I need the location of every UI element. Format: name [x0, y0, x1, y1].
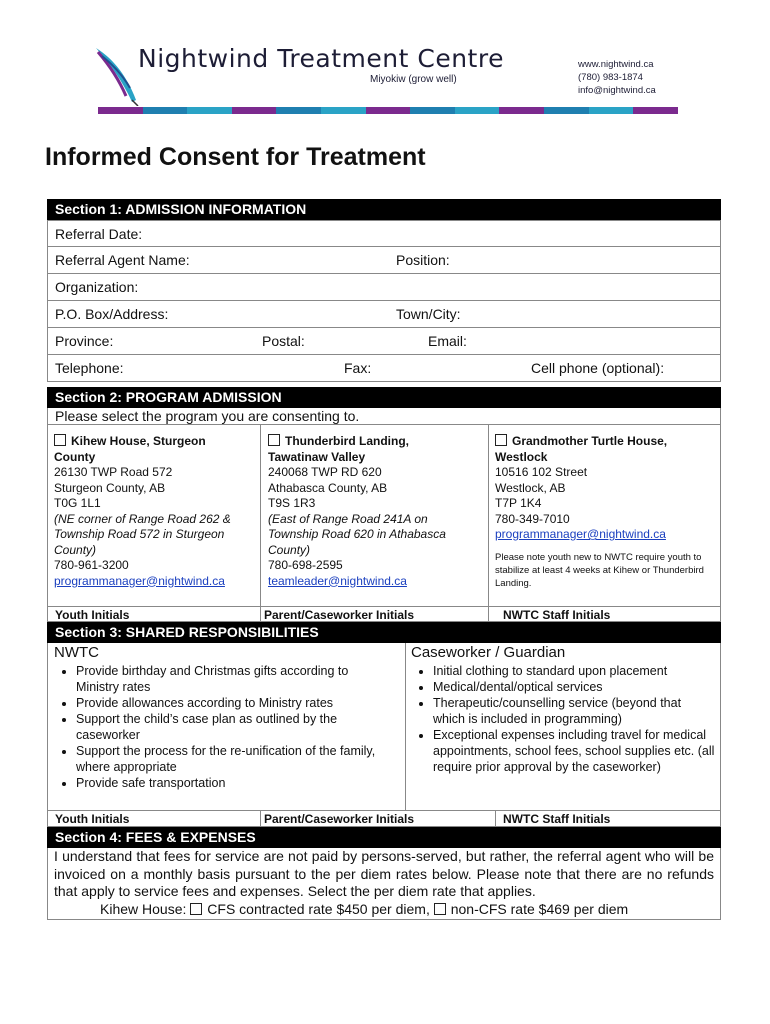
stripe-segment — [276, 107, 321, 114]
referral-date-label: Referral Date: — [55, 226, 143, 242]
thunderbird-note-3: County) — [268, 542, 311, 557]
thunderbird-address: 240068 TWP RD 620 — [268, 465, 382, 479]
instruction-text: Please select the program you are consenting to. — [55, 408, 360, 424]
thunderbird-phone: 780-698-2595 — [268, 558, 343, 572]
section2-heading: Section 2: PROGRAM ADMISSION — [47, 387, 721, 408]
email-label: Email: — [428, 333, 467, 349]
kihew-note-2: Township Road 572 in Sturgeon — [54, 527, 225, 541]
caseworker-list — [411, 663, 716, 775]
divider — [488, 425, 489, 622]
organization-label: Organization: — [55, 279, 139, 295]
kihew-name-2: County — [54, 449, 96, 464]
thunderbird-postal: T9S 1R3 — [268, 496, 316, 510]
stripe-segment — [589, 107, 634, 114]
fees-text: I understand that fees for service are not paid by persons-served, but rather, the referral agent who will be invoiced on a monthly basis pursuant to the per diem rates below. Please note that there are no refunds that apply to service fees and expenses. Select the per diem rate that applies. — [54, 848, 714, 899]
stripe-segment — [455, 107, 500, 114]
program-thunderbird — [268, 434, 484, 589]
divider — [260, 425, 261, 622]
initials-row[interactable] — [47, 606, 721, 622]
thunderbird-email-link[interactable]: teamleader@nightwind.ca — [268, 573, 407, 588]
stripe-segment — [232, 107, 277, 114]
turtle-name: Grandmother Turtle House, — [512, 434, 668, 448]
cfs-rate: CFS contracted rate $450 per diem, — [207, 900, 430, 917]
kihew-address: 26130 TWP Road 572 — [54, 465, 173, 479]
turtle-address-2: Westlock, AB — [495, 480, 566, 495]
turtle-note: Please note youth new to NWTC require youth to stabilize at least 4 weeks at Kihew or Thunderbird Landing. — [495, 551, 704, 589]
thunderbird-checkbox[interactable] — [268, 434, 280, 446]
program-grandmother-turtle — [495, 434, 719, 590]
province-row[interactable] — [47, 328, 721, 355]
staff-initials: NWTC Staff Initials — [503, 812, 611, 826]
program-kihew — [54, 434, 258, 589]
list-item: • Support the process for the re-unification of the family, where appropriate — [76, 743, 394, 775]
list-item: • Provide birthday and Christmas gifts according to Ministry rates — [76, 663, 394, 695]
section4-heading: Section 4: FEES & EXPENSES — [47, 827, 721, 848]
list-item: • Provide safe transportation — [76, 775, 394, 791]
phone: (780) 983-1874 — [578, 72, 643, 83]
province-label: Province: — [55, 333, 114, 349]
parent-initials: Parent/Caseworker Initials — [264, 608, 415, 622]
stripe-segment — [98, 107, 143, 114]
kihew-checkbox[interactable] — [54, 434, 66, 446]
stripe-segment — [633, 107, 678, 114]
kihew-note: (NE corner of Range Road 262 & — [54, 511, 231, 526]
nwtc-title: NWTC — [54, 644, 99, 661]
turtle-postal: T7P 1K4 — [495, 496, 542, 510]
parent-initials: Parent/Caseworker Initials — [264, 812, 415, 826]
brand-name: Nightwind Treatment Centre — [138, 44, 504, 73]
thunderbird-name-2: Tawatinaw Valley — [268, 449, 366, 464]
agent-name-label: Referral Agent Name: — [55, 252, 190, 268]
kihew-name: Kihew House, Sturgeon — [71, 434, 206, 448]
turtle-name-2: Westlock — [495, 449, 548, 464]
kihew-address-2: Sturgeon County, AB — [54, 480, 166, 495]
referral-date-row[interactable] — [47, 220, 721, 247]
cfs-rate-checkbox[interactable] — [190, 903, 202, 915]
stripe-segment — [143, 107, 188, 114]
thunderbird-note: (East of Range Road 241A on — [268, 511, 428, 526]
list-item: • Medical/dental/optical services — [433, 679, 716, 695]
divider — [495, 810, 496, 827]
list-item: • Support the child’s case plan as outlined by the caseworker — [76, 711, 394, 743]
telephone-row[interactable] — [47, 355, 721, 382]
thunderbird-note-2: Township Road 620 in Athabasca — [268, 527, 446, 541]
list-item: • Provide allowances according to Ministry rates — [76, 695, 394, 711]
rate-prefix: Kihew House: — [100, 900, 187, 917]
section1-heading: Section 1: ADMISSION INFORMATION — [47, 199, 721, 220]
page-title: Informed Consent for Treatment — [45, 143, 426, 171]
agent-row[interactable] — [47, 247, 721, 274]
list-item: • Initial clothing to standard upon placement — [433, 663, 716, 679]
contact-block — [578, 58, 656, 97]
postal-label: Postal: — [262, 333, 305, 349]
nwtc-list — [54, 663, 394, 791]
stripe-segment — [410, 107, 455, 114]
cell-label: Cell phone (optional): — [531, 360, 665, 376]
kihew-email-link[interactable]: programmanager@nightwind.ca — [54, 573, 225, 588]
stripe-segment — [366, 107, 411, 114]
stripe-segment — [499, 107, 544, 114]
turtle-checkbox[interactable] — [495, 434, 507, 446]
fees-block — [47, 848, 721, 920]
staff-initials: NWTC Staff Initials — [503, 608, 611, 622]
stripe-segment — [321, 107, 366, 114]
turtle-address: 10516 102 Street — [495, 465, 588, 479]
divider — [260, 810, 261, 827]
website[interactable]: www.nightwind.ca — [578, 59, 654, 70]
thunderbird-address-2: Athabasca County, AB — [268, 480, 388, 495]
thunderbird-name: Thunderbird Landing, — [285, 434, 409, 448]
town-label: Town/City: — [396, 306, 461, 322]
youth-initials: Youth Initials — [55, 608, 130, 622]
turtle-email-link[interactable]: programmanager@nightwind.ca — [495, 527, 666, 541]
fax-label: Fax: — [344, 360, 372, 376]
initials-row[interactable] — [47, 810, 721, 827]
divider — [405, 643, 406, 810]
color-stripe — [98, 107, 678, 114]
instruction-row — [47, 408, 721, 425]
address-row[interactable] — [47, 301, 721, 328]
email[interactable]: info@nightwind.ca — [578, 85, 656, 96]
kihew-phone: 780-961-3200 — [54, 558, 129, 572]
stripe-segment — [544, 107, 589, 114]
turtle-phone: 780-349-7010 — [495, 511, 570, 526]
brand-tagline: Miyokiw (grow well) — [370, 74, 457, 85]
kihew-postal: T0G 1L1 — [54, 496, 101, 510]
telephone-label: Telephone: — [55, 360, 124, 376]
feather-logo-icon — [92, 44, 142, 106]
section3-heading: Section 3: SHARED RESPONSIBILITIES — [47, 622, 721, 643]
kihew-note-3: County) — [54, 542, 97, 557]
noncfs-rate-checkbox[interactable] — [434, 903, 446, 915]
stripe-segment — [187, 107, 232, 114]
noncfs-rate: non-CFS rate $469 per diem — [450, 900, 629, 917]
position-label: Position: — [396, 252, 450, 268]
organization-row[interactable] — [47, 274, 721, 301]
youth-initials: Youth Initials — [55, 812, 130, 826]
address-label: P.O. Box/Address: — [55, 306, 169, 322]
caseworker-title: Caseworker / Guardian — [411, 644, 566, 661]
rate-line — [54, 901, 714, 919]
list-item: • Exceptional expenses including travel for medical appointments, school fees, school supplies etc. (all require prior approval by the caseworker) — [433, 727, 716, 775]
list-item: • Therapeutic/counselling service (beyond that which is included in programming) — [433, 695, 716, 727]
